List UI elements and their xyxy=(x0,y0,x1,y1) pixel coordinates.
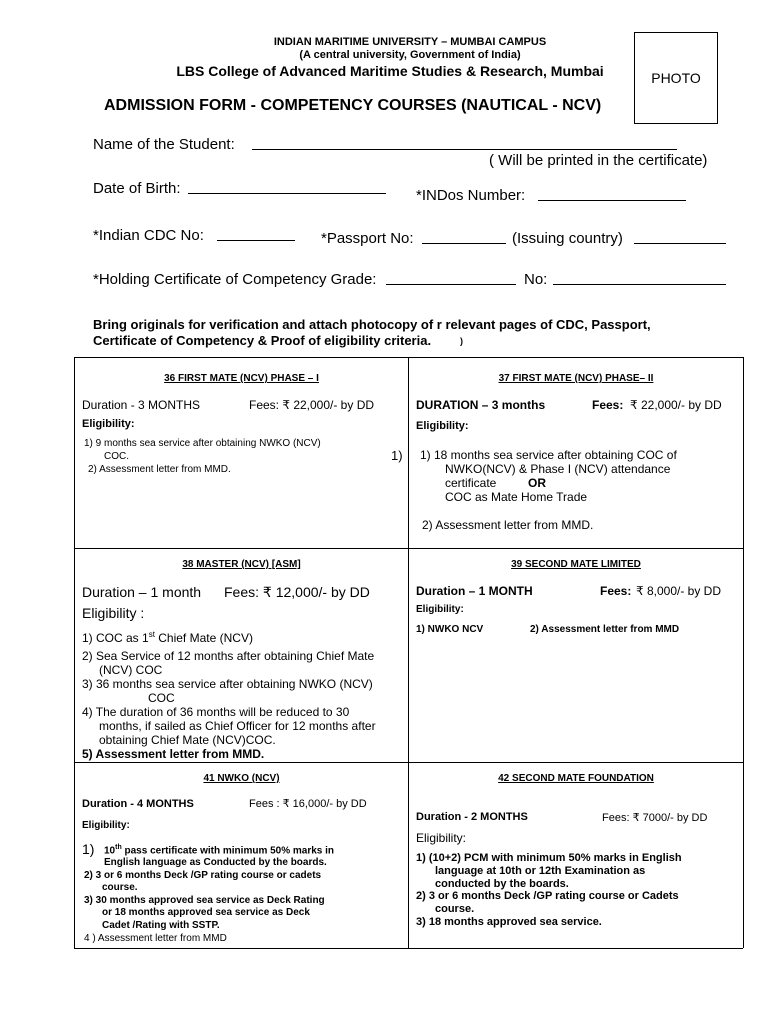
name-label: Name of the Student: xyxy=(93,136,235,153)
college-name: LBS College of Advanced Maritime Studies & Research, Mumbai xyxy=(176,63,604,79)
course-41-duration: Duration - 4 MONTHS xyxy=(82,798,194,810)
course-39-duration: Duration – 1 MONTH xyxy=(416,584,533,598)
indos-field[interactable] xyxy=(538,200,686,201)
course-41-item-1-cont: English language as Conducted by the boards. xyxy=(104,857,327,868)
course-38-item-3: 3) 36 months sea service after obtaining NWKO (NCV) xyxy=(82,677,373,691)
coc-grade-label: *Holding Certificate of Competency Grade: xyxy=(93,271,377,288)
instructions-line2: Certificate of Competency & Proof of eligibility criteria. xyxy=(93,333,432,348)
course-38-item-1-post: Chief Mate (NCV) xyxy=(154,631,253,645)
course-36-item-2: 2) Assessment letter from MMD. xyxy=(88,464,231,475)
course-37-fees: ₹ 22,000/- by DD xyxy=(630,398,722,412)
course-37-item-2: 2) Assessment letter from MMD. xyxy=(422,518,594,532)
indos-label: *INDos Number: xyxy=(416,187,526,204)
course-38-title: 38 MASTER (NCV) [ASM] xyxy=(182,559,301,570)
course-38-eligibility: Eligibility : xyxy=(82,605,145,621)
course-37-fees-label: Fees: xyxy=(592,398,624,412)
course-41-eligibility: Eligibility: xyxy=(82,820,130,831)
course-38-item-2: 2) Sea Service of 12 months after obtaining Chief Mate xyxy=(82,649,375,663)
dob-label: Date of Birth: xyxy=(93,180,181,197)
course-37-item-1: 1) 18 months sea service after obtaining COC of xyxy=(420,448,677,462)
passport-field[interactable] xyxy=(422,243,506,244)
course-36-duration: Duration - 3 MONTHS xyxy=(82,398,201,412)
course-36-side-number: 1) xyxy=(391,448,403,463)
course-41-item-3-line3: Cadet /Rating with SSTP. xyxy=(102,920,220,931)
photo-label: PHOTO xyxy=(651,70,701,86)
course-41-item-1-num: 1) xyxy=(82,841,95,857)
course-39-title: 39 SECOND MATE LIMITED xyxy=(511,559,641,570)
course-39-fees: ₹ 8,000/- by DD xyxy=(636,584,722,598)
course-39-item-2: 2) Assessment letter from MMD xyxy=(530,624,680,635)
course-41-fees: Fees : ₹ 16,000/- by DD xyxy=(249,798,367,810)
course-42-item-2: 2) 3 or 6 months Deck /GP rating course or Cadets xyxy=(416,890,679,902)
course-36-eligibility: Eligibility: xyxy=(82,418,135,430)
course-42-eligibility: Eligibility: xyxy=(416,831,467,845)
issuing-country-label: (Issuing country) xyxy=(512,230,623,247)
dob-field[interactable] xyxy=(188,193,386,194)
course-41-item-1-sup: th xyxy=(115,844,122,851)
table-border-right xyxy=(743,357,744,948)
course-37-eligibility: Eligibility: xyxy=(416,420,469,432)
course-38-item-4: 4) The duration of 36 months will be reduced to 30 xyxy=(82,705,350,719)
university-subtitle: (A central university, Government of India) xyxy=(299,49,521,61)
course-37-or: OR xyxy=(528,476,546,490)
course-38-item-2-cont: (NCV) COC xyxy=(99,663,163,677)
course-42-item-2-cont: course. xyxy=(435,903,475,915)
course-38-item-3-cont: COC xyxy=(148,691,175,705)
course-38-item-1-pre: 1) COC as 1 xyxy=(82,631,149,645)
cdc-field[interactable] xyxy=(217,240,295,241)
course-37-title: 37 FIRST MATE (NCV) PHASE– II xyxy=(498,373,654,384)
course-38-item-1-sup: st xyxy=(148,630,155,639)
course-38-duration: Duration – 1 month xyxy=(82,584,202,600)
course-42-item-1-line2: language at 10th or 12th Examination as xyxy=(435,865,646,877)
course-38-fees: Fees: ₹ 12,000/- by DD xyxy=(224,584,370,600)
course-41-item-3: 3) 30 months approved sea service as Deck Rating xyxy=(84,895,325,906)
photo-box xyxy=(634,32,718,124)
coc-no-label: No: xyxy=(524,271,548,288)
course-42-duration: Duration - 2 MONTHS xyxy=(416,811,528,823)
course-38-item-1 xyxy=(82,630,253,645)
course-41-item-2-cont: course. xyxy=(102,882,138,893)
course-38-item-5: 5) Assessment letter from MMD. xyxy=(82,747,265,761)
course-42-item-1: 1) (10+2) PCM with minimum 50% marks in English xyxy=(416,852,682,864)
course-36-fees: Fees: ₹ 22,000/- by DD xyxy=(249,398,375,412)
course-37-item-1-line2: NWKO(NCV) & Phase I (NCV) attendance xyxy=(445,462,671,476)
course-39-fees-label: Fees: xyxy=(600,584,632,598)
course-41-item-4: 4 ) Assessment letter from MMD xyxy=(84,933,227,944)
instructions-end-paren: ) xyxy=(460,336,463,346)
table-column-divider xyxy=(408,357,409,948)
course-42-item-1-line3: conducted by the boards. xyxy=(435,878,569,890)
name-field[interactable] xyxy=(252,149,677,150)
course-39-item-1: 1) NWKO NCV xyxy=(416,624,484,635)
course-42-item-3: 3) 18 months approved sea service. xyxy=(416,916,602,928)
course-37-item-1-line3: certificate xyxy=(445,476,497,490)
issuing-country-field[interactable] xyxy=(634,243,726,244)
course-36-title: 36 FIRST MATE (NCV) PHASE – I xyxy=(164,373,319,384)
coc-no-field[interactable] xyxy=(553,284,726,285)
course-42-fees: Fees: ₹ 7000/- by DD xyxy=(602,812,708,824)
passport-label: *Passport No: xyxy=(321,230,414,247)
course-37-item-1-line4: COC as Mate Home Trade xyxy=(445,490,588,504)
course-42-title: 42 SECOND MATE FOUNDATION xyxy=(498,773,654,784)
course-41-item-2: 2) 3 or 6 months Deck /GP rating course or cadets xyxy=(84,870,322,881)
cdc-label: *Indian CDC No: xyxy=(93,227,204,244)
course-41-title: 41 NWKO (NCV) xyxy=(203,773,280,784)
course-41-item-1-post: pass certificate with minimum 50% marks in xyxy=(121,845,335,857)
university-name: INDIAN MARITIME UNIVERSITY – MUMBAI CAMPUS xyxy=(273,36,547,48)
coc-grade-field[interactable] xyxy=(386,284,516,285)
course-41-item-1-pre: 10 xyxy=(104,845,116,857)
course-39-eligibility: Eligibility: xyxy=(416,604,464,615)
course-41-item-1 xyxy=(104,844,334,856)
course-38-item-4-line2: months, if sailed as Chief Officer for 12 months after xyxy=(99,719,376,733)
form-title: ADMISSION FORM - COMPETENCY COURSES (NAUTICAL - NCV) xyxy=(104,97,602,114)
name-note: ( Will be printed in the certificate) xyxy=(489,152,708,169)
course-36-item-1: 1) 9 months sea service after obtaining NWKO (NCV) xyxy=(84,438,321,449)
course-37-duration: DURATION – 3 months xyxy=(416,398,546,412)
course-41-item-3-line2: or 18 months approved sea service as Deck xyxy=(102,907,310,918)
instructions-line1: Bring originals for verification and attach photocopy of r relevant pages of CDC, Passport, xyxy=(93,317,651,332)
course-38-item-4-line3: obtaining Chief Mate (NCV)COC. xyxy=(99,733,276,747)
table-border-bottom xyxy=(74,948,743,949)
course-36-item-1-cont: COC. xyxy=(104,451,129,462)
table-border-left xyxy=(74,357,75,948)
